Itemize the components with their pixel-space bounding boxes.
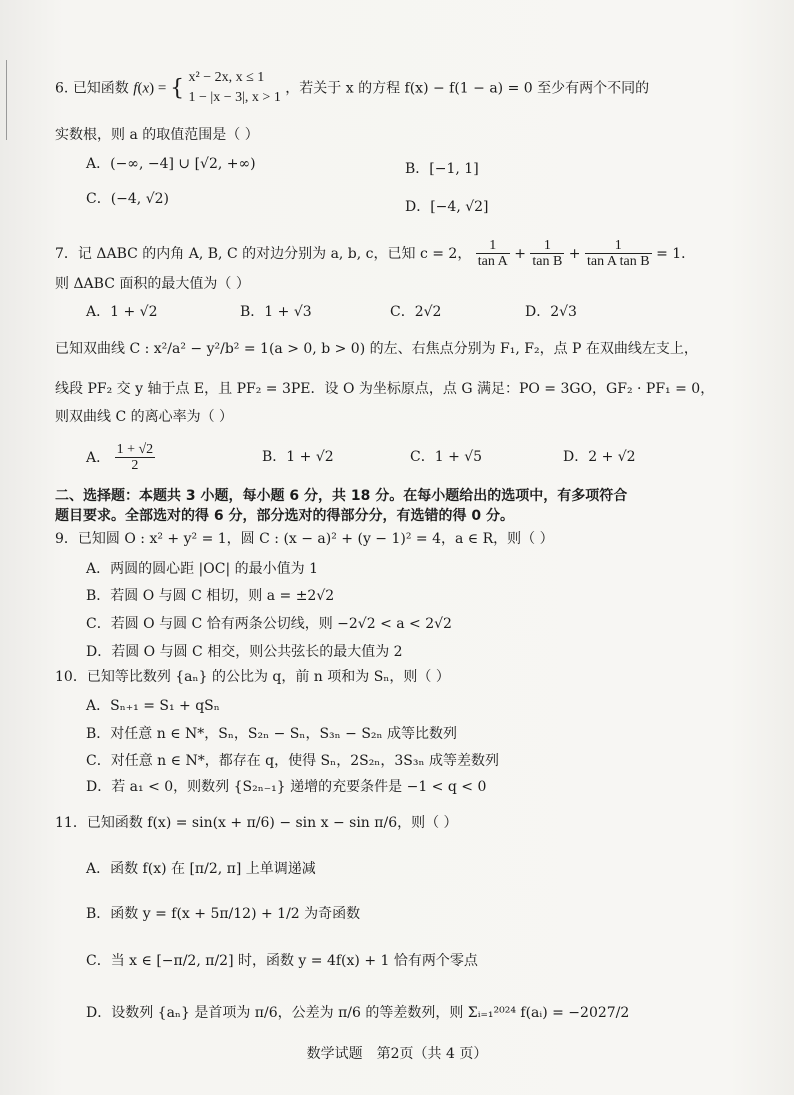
q10-option-a: A．Sₙ₊₁ = S₁ + qSₙ [86,698,220,714]
q9-option-c: C．若圆 O 与圆 C 恰有两条公切线，则 −2√2 < a < 2√2 [86,616,452,632]
q8-option-a: A． $\frac{1 + √2}{2}$ [86,442,154,474]
q9-option-d: D．若圆 O 与圆 C 相交，则公共弦长的最大值为 2 [86,644,403,660]
q9-stem: 9．已知圆 O : x² + y² = 1，圆 C : (x − a)² + (y − 1)² = 4，a ∈ R，则（ ） [55,531,554,547]
q11-option-a: A．函数 f(x) 在 [π/2, π] 上单调递减 [86,861,316,877]
q10-option-d: D．若 a₁ < 0，则数列 {S₂ₙ₋₁} 递增的充要条件是 −1 < q < 0 [86,779,487,795]
q8-option-c: C．1 + √5 [410,449,483,465]
q11-option-d: D．设数列 {aₙ} 是首项为 π/6，公差为 π/6 的等差数列，则 Σᵢ₌₁²⁰²⁴ f(aᵢ) = −2027/2 [86,1005,630,1021]
q11-option-b: B．函数 y = f(x + 5π/12) + 1/2 为奇函数 [86,906,361,922]
q6-option-d: D．[−4, √2] [405,199,489,215]
q6-line2: 实数根，则 a 的取值范围是（ ） [55,127,259,143]
q6-number: 6. [55,80,69,97]
q6-line1: 6. 已知函数 f(x) = { x² − 2x, x ≤ 1 1 − |x − 3|, x > 1 ，若关于 x 的方程 f(x) − f(1 − a) = 0 至少有两个不同的 [55,68,794,109]
q7-option-d: D．2√3 [525,304,577,320]
section2-line2: 题目要求。全部选对的得 6 分，部分选对的得部分分，有选错的得 0 分。 [55,508,514,524]
q6-text2: ，若关于 x 的方程 f(x) − f(1 − a) = 0 至少有两个不同的 [285,80,650,97]
q8-option-d: D．2 + √2 [563,449,636,465]
q6-option-c: C．(−4, √2) [86,191,170,207]
q7-line2: 则 ΔABC 面积的最大值为（ ） [55,276,250,292]
q11-option-c: C．当 x ∈ [−π/2, π/2] 时，函数 y = 4f(x) + 1 恰有两个零点 [86,953,478,969]
q7-frac2: $\frac{1}{\text{tan B}}$ [532,238,563,270]
page-footer: 数学试题 第2页（共 4 页） [306,1046,488,1062]
q6-option-a: A．(−∞, −4] ∪ [√2, +∞) [86,156,256,172]
q6-text1: 已知函数 [72,80,129,97]
q8-option-b: B．1 + √2 [262,449,334,465]
q11-stem: 11．已知函数 f(x) = sin(x + π/6) − sin x − sin π/6，则（ ） [55,815,458,831]
q8-line2: 线段 PF₂ 交 y 轴于点 E，且 PF₂ = 3PE．设 O 为坐标原点，点 G 满足：PO = 3GO，GF₂ · PF₁ = 0， [55,381,715,397]
q8-line3: 则双曲线 C 的离心率为（ ） [55,409,234,425]
q9-option-b: B．若圆 O 与圆 C 相切，则 a = ±2√2 [86,588,335,604]
q7-frac3: $\frac{1}{\text{tan A tan B}}$ [586,238,650,270]
q10-option-b: B．对任意 n ∈ N*，Sₙ，S₂ₙ − Sₙ，S₃ₙ − S₂ₙ 成等比数列 [86,726,458,742]
q6-piecewise: x² − 2x, x ≤ 1 1 − |x − 3|, x > 1 [188,70,281,106]
section2-line1: 二、选择题：本题共 3 小题，每小题 6 分，共 18 分。在每小题给出的选项中，有多项符合 [55,488,628,504]
q8-line1: 已知双曲线 C : x²/a² − y²/b² = 1(a > 0, b > 0) 的左、右焦点分别为 F₁, F₂，点 P 在双曲线左支上， [55,341,698,357]
q10-stem: 10．已知等比数列 {aₙ} 的公比为 q，前 n 项和为 Sₙ，则（ ） [55,669,450,685]
scan-edge [6,60,7,140]
q7-option-a: A．1 + √2 [86,304,158,320]
q7-line1: 7．记 ΔABC 的内角 A, B, C 的对边分别为 a, b, c，已知 c = 2， $\frac{1}{\text{tan A}}$ + $\frac{1}{\text{tan B}}$ + $\frac{1}{\text{tan A tan B}}$ = 1． [55,238,696,270]
q10-option-c: C．对任意 n ∈ N*，都存在 q，使得 Sₙ，2S₂ₙ，3S₃ₙ 成等差数列 [86,753,499,769]
q6-option-b: B．[−1, 1] [405,161,479,177]
q7-option-c: C．2√2 [390,304,442,320]
q7-frac1: $\frac{1}{\text{tan A}}$ [477,238,508,270]
q9-option-a: A．两圆的圆心距 |OC| 的最小值为 1 [86,561,318,577]
q7-option-b: B．1 + √3 [240,304,312,320]
